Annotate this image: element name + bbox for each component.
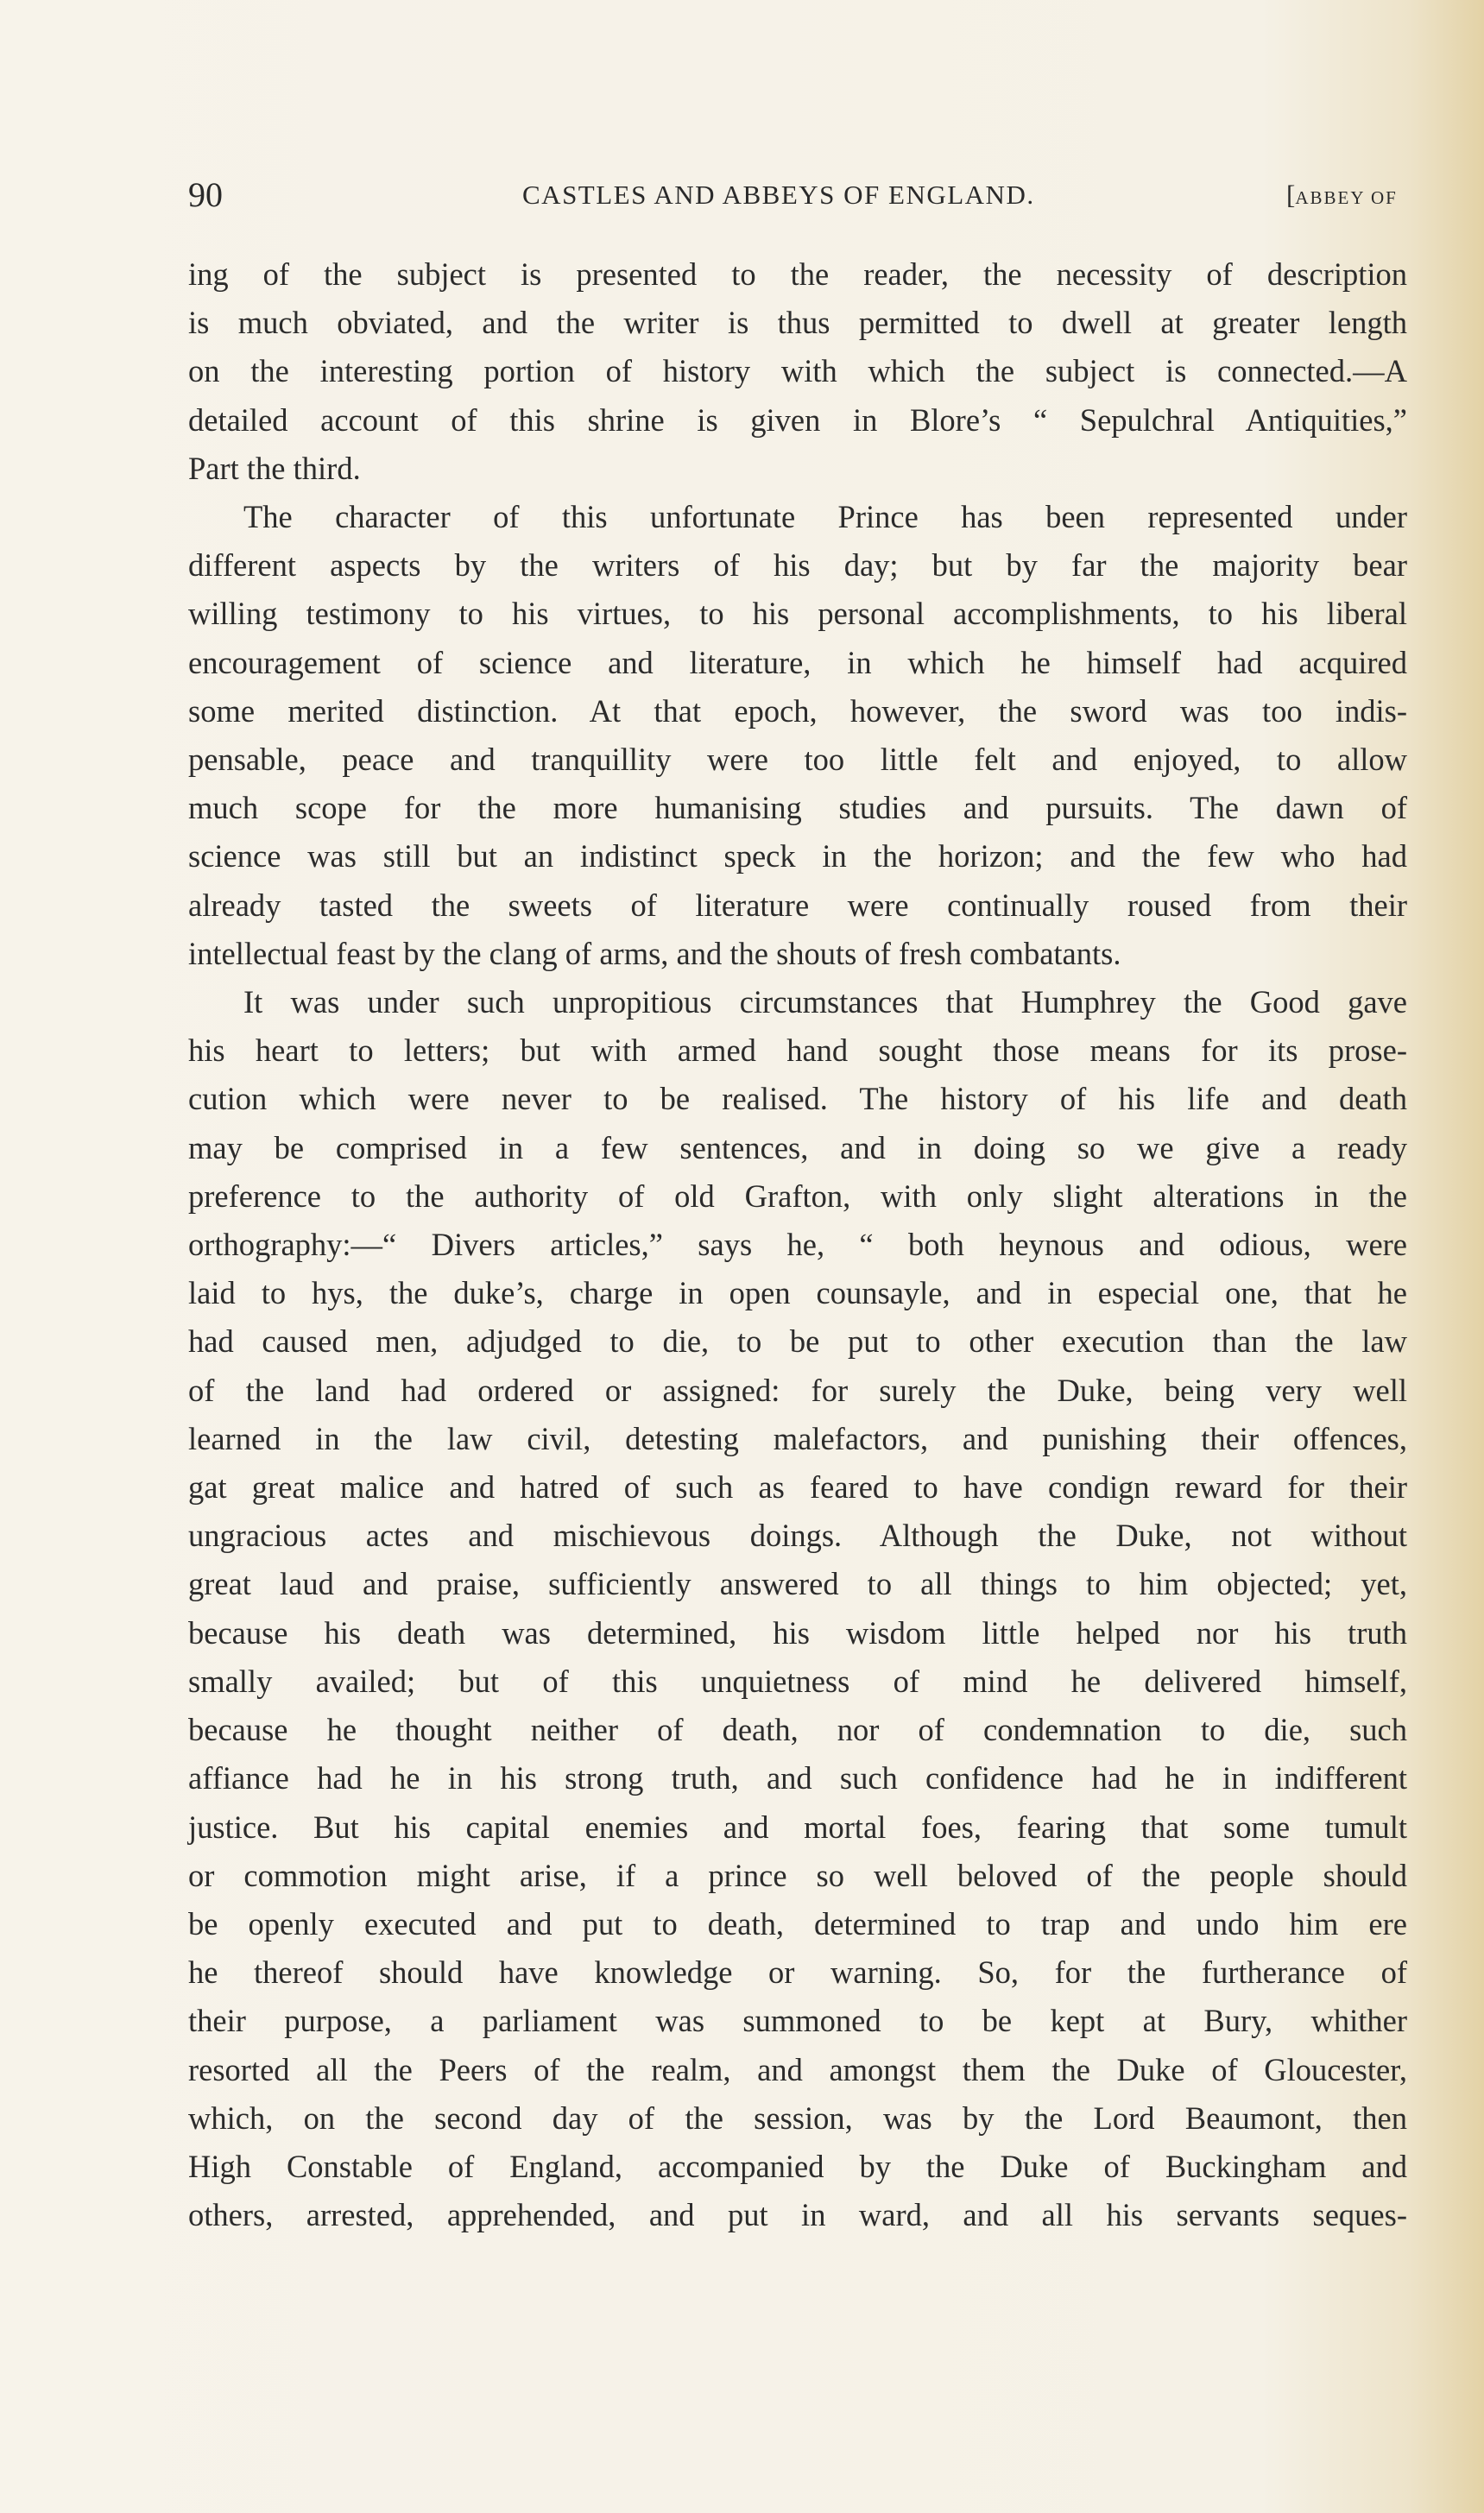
text-line: his heart to letters; but with armed hand sought those means for its prose- bbox=[188, 1032, 1407, 1069]
running-title: CASTLES AND ABBEYS OF ENGLAND. bbox=[522, 180, 1035, 210]
text-line: because his death was determined, his wisdom little helped nor his truth bbox=[188, 1614, 1407, 1651]
page-number: 90 bbox=[188, 175, 223, 214]
text-line: had caused men, adjudged to die, to be put to other execution than the law bbox=[188, 1323, 1407, 1360]
text-line: willing testimony to his virtues, to his personal accomplishments, to his liberal bbox=[188, 596, 1407, 632]
text-line: much scope for the more humanising studies and pursuits. The dawn of bbox=[188, 790, 1407, 826]
text-line: smally availed; but of this unquietness of mind he delivered himself, bbox=[188, 1663, 1407, 1699]
text-line: encouragement of science and literature, in which he himself had acquired bbox=[188, 644, 1407, 680]
text-line: on the interesting portion of history with which the subject is connected.—A bbox=[188, 353, 1407, 389]
text-line: justice. But his capital enemies and mortal foes, fearing that some tumult bbox=[188, 1809, 1407, 1845]
text-line: may be comprised in a few sentences, and in doing so we give a ready bbox=[188, 1129, 1407, 1165]
text-line: ing of the subject is presented to the reader, the necessity of description bbox=[188, 256, 1407, 292]
text-line: learned in the law civil, detesting malefactors, and punishing their offences, bbox=[188, 1420, 1407, 1456]
text-line: The character of this unfortunate Prince has been represented under bbox=[243, 499, 1407, 535]
text-line: others, arrested, apprehended, and put in ward, and all his servants seques- bbox=[188, 2197, 1407, 2233]
text-line: resorted all the Peers of the realm, and amongst them the Duke of Gloucester, bbox=[188, 2051, 1407, 2087]
section-bracket: [ bbox=[1286, 180, 1296, 210]
text-line: he thereof should have knowledge or warning. So, for the furtherance of bbox=[188, 1954, 1407, 1991]
running-header bbox=[188, 169, 1414, 221]
text-line: affiance had he in his strong truth, and such confidence had he in indifferent bbox=[188, 1760, 1407, 1796]
section-caps: ABBEY OF bbox=[1295, 187, 1398, 208]
text-line: detailed account of this shrine is given in Blore’s “ Sepulchral Antiquities,” bbox=[188, 401, 1407, 438]
text-line: preference to the authority of old Grafton, with only slight alterations in the bbox=[188, 1178, 1407, 1214]
text-line: ungracious actes and mischievous doings. Although the Duke, not without bbox=[188, 1518, 1407, 1554]
text-line: cution which were never to be realised. The history of his life and death bbox=[188, 1081, 1407, 1117]
text-line: Part the third. bbox=[188, 450, 361, 486]
text-line: some merited distinction. At that epoch, however, the sword was too indis- bbox=[188, 692, 1407, 729]
text-line: their purpose, a parliament was summoned to be kept at Bury, whither bbox=[188, 2003, 1407, 2039]
text-line: or commotion might arise, if a prince so well beloved of the people should bbox=[188, 1857, 1407, 1893]
text-line: which, on the second day of the session, was by the Lord Beaumont, then bbox=[188, 2099, 1407, 2136]
text-line: of the land had ordered or assigned: for surely the Duke, being very well bbox=[188, 1372, 1407, 1408]
text-line: It was under such unpropitious circumstances that Humphrey the Good gave bbox=[243, 984, 1407, 1020]
text-line: great laud and praise, sufficiently answered to all things to him objected; yet, bbox=[188, 1566, 1407, 1602]
text-line: pensable, peace and tranquillity were too little felt and enjoyed, to allow bbox=[188, 742, 1407, 778]
text-line: be openly executed and put to death, determined to trap and undo him ere bbox=[188, 1905, 1407, 1942]
text-line: orthography:—“ Divers articles,” says he, “ both heynous and odious, were bbox=[188, 1227, 1407, 1263]
text-line: already tasted the sweets of literature were continually roused from their bbox=[188, 887, 1407, 923]
text-line: because he thought neither of death, nor of condemnation to die, such bbox=[188, 1712, 1407, 1748]
text-line: laid to hys, the duke’s, charge in open counsayle, and in especial one, that he bbox=[188, 1275, 1407, 1311]
text-line: is much obviated, and the writer is thus permitted to dwell at greater length bbox=[188, 305, 1407, 341]
text-line: intellectual feast by the clang of arms, and the shouts of fresh combatants. bbox=[188, 935, 1121, 971]
running-section bbox=[1286, 169, 1398, 224]
text-line: science was still but an indistinct speck in the horizon; and the few who had bbox=[188, 838, 1407, 874]
body-text bbox=[188, 250, 1407, 2239]
text-line: gat great malice and hatred of such as feared to have condign reward for their bbox=[188, 1469, 1407, 1506]
text-line: different aspects by the writers of his day; but by far the majority bear bbox=[188, 547, 1407, 584]
text-line: High Constable of England, accompanied by the Duke of Buckingham and bbox=[188, 2148, 1407, 2184]
